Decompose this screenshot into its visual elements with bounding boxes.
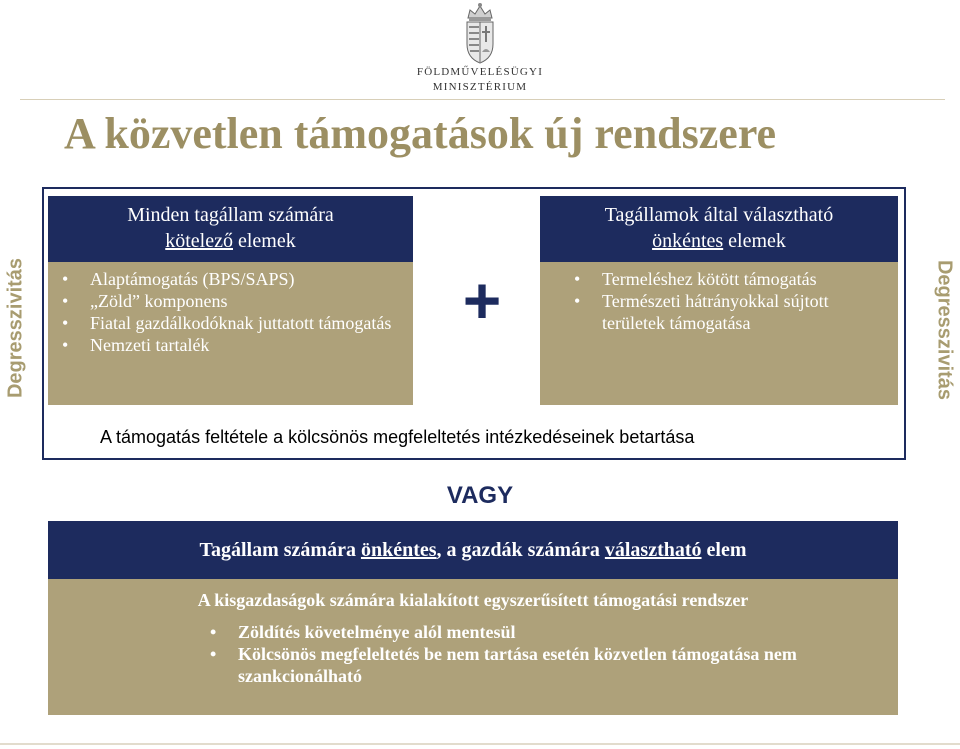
small-farmers-underlined-voluntary: önkéntes xyxy=(360,539,437,561)
cross-compliance-condition: A támogatás feltétele a kölcsönös megfeleltetés intézkedéseinek betartása xyxy=(100,427,695,447)
ministry-name-line2: MINISZTÉRIUM xyxy=(432,81,528,93)
list-item: • „Zöld” komponens xyxy=(62,290,407,312)
small-farmers-underlined-optional: választható xyxy=(604,539,702,561)
voluntary-elements-list-box xyxy=(540,262,898,405)
voluntary-elements-header xyxy=(540,196,898,262)
voluntary-header-line2 xyxy=(540,228,898,254)
small-farmers-body xyxy=(48,579,898,715)
list-item: • Fiatal gazdálkodóknak juttatott támogatás xyxy=(62,312,407,334)
voluntary-elements-list xyxy=(574,268,892,334)
mandatory-header-line1: Minden tagállam számára xyxy=(127,204,334,226)
bottom-divider xyxy=(0,743,960,745)
list-item: • Termeléshez kötött támogatás xyxy=(574,268,892,290)
voluntary-header-line1: Tagállamok által választható xyxy=(604,204,834,226)
ministry-name-line1: FÖLDMŰVELÉSÜGYI xyxy=(416,66,544,78)
voluntary-underlined-word: önkéntes xyxy=(652,230,724,252)
small-farmers-header-part2: , a gazdák számára xyxy=(436,539,605,561)
small-farmers-subtitle: A kisgazdaságok számára kialakított egyszerűsített támogatási rendszer xyxy=(197,590,749,610)
coat-of-arms-icon xyxy=(463,2,497,64)
list-item: • Természeti hátrányokkal sújtott területek támogatása xyxy=(574,290,892,334)
side-label-right: Degresszivitás xyxy=(933,259,956,401)
list-item: • Nemzeti tartalék xyxy=(62,334,407,356)
voluntary-header-rest: elemek xyxy=(723,230,786,252)
ministry-logo xyxy=(400,2,560,98)
mandatory-header-line2 xyxy=(48,228,413,254)
list-item: • Zöldítés követelménye alól mentesül xyxy=(210,621,898,643)
small-farmers-header xyxy=(48,521,898,579)
small-farmers-header-part1: Tagállam számára xyxy=(199,539,361,561)
list-item: • Alaptámogatás (BPS/SAPS) xyxy=(62,268,407,290)
slide-title: A közvetlen támogatások új rendszere xyxy=(64,109,777,158)
small-farmers-header-part3: elem xyxy=(701,539,747,561)
mandatory-header-rest: elemek xyxy=(233,230,296,252)
or-label: VAGY xyxy=(446,482,514,509)
list-item: • Kölcsönös megfeleltetés be nem tartása esetén közvetlen támogatása nem szankcionálható xyxy=(210,643,898,687)
mandatory-elements-list-box xyxy=(48,262,413,405)
top-divider xyxy=(20,99,945,100)
plus-icon: + xyxy=(462,263,502,337)
mandatory-underlined-word: kötelező xyxy=(165,230,233,252)
mandatory-elements-header xyxy=(48,196,413,262)
mandatory-elements-list xyxy=(62,268,407,356)
side-label-left: Degresszivitás xyxy=(4,257,27,399)
small-farmers-list xyxy=(210,621,898,687)
